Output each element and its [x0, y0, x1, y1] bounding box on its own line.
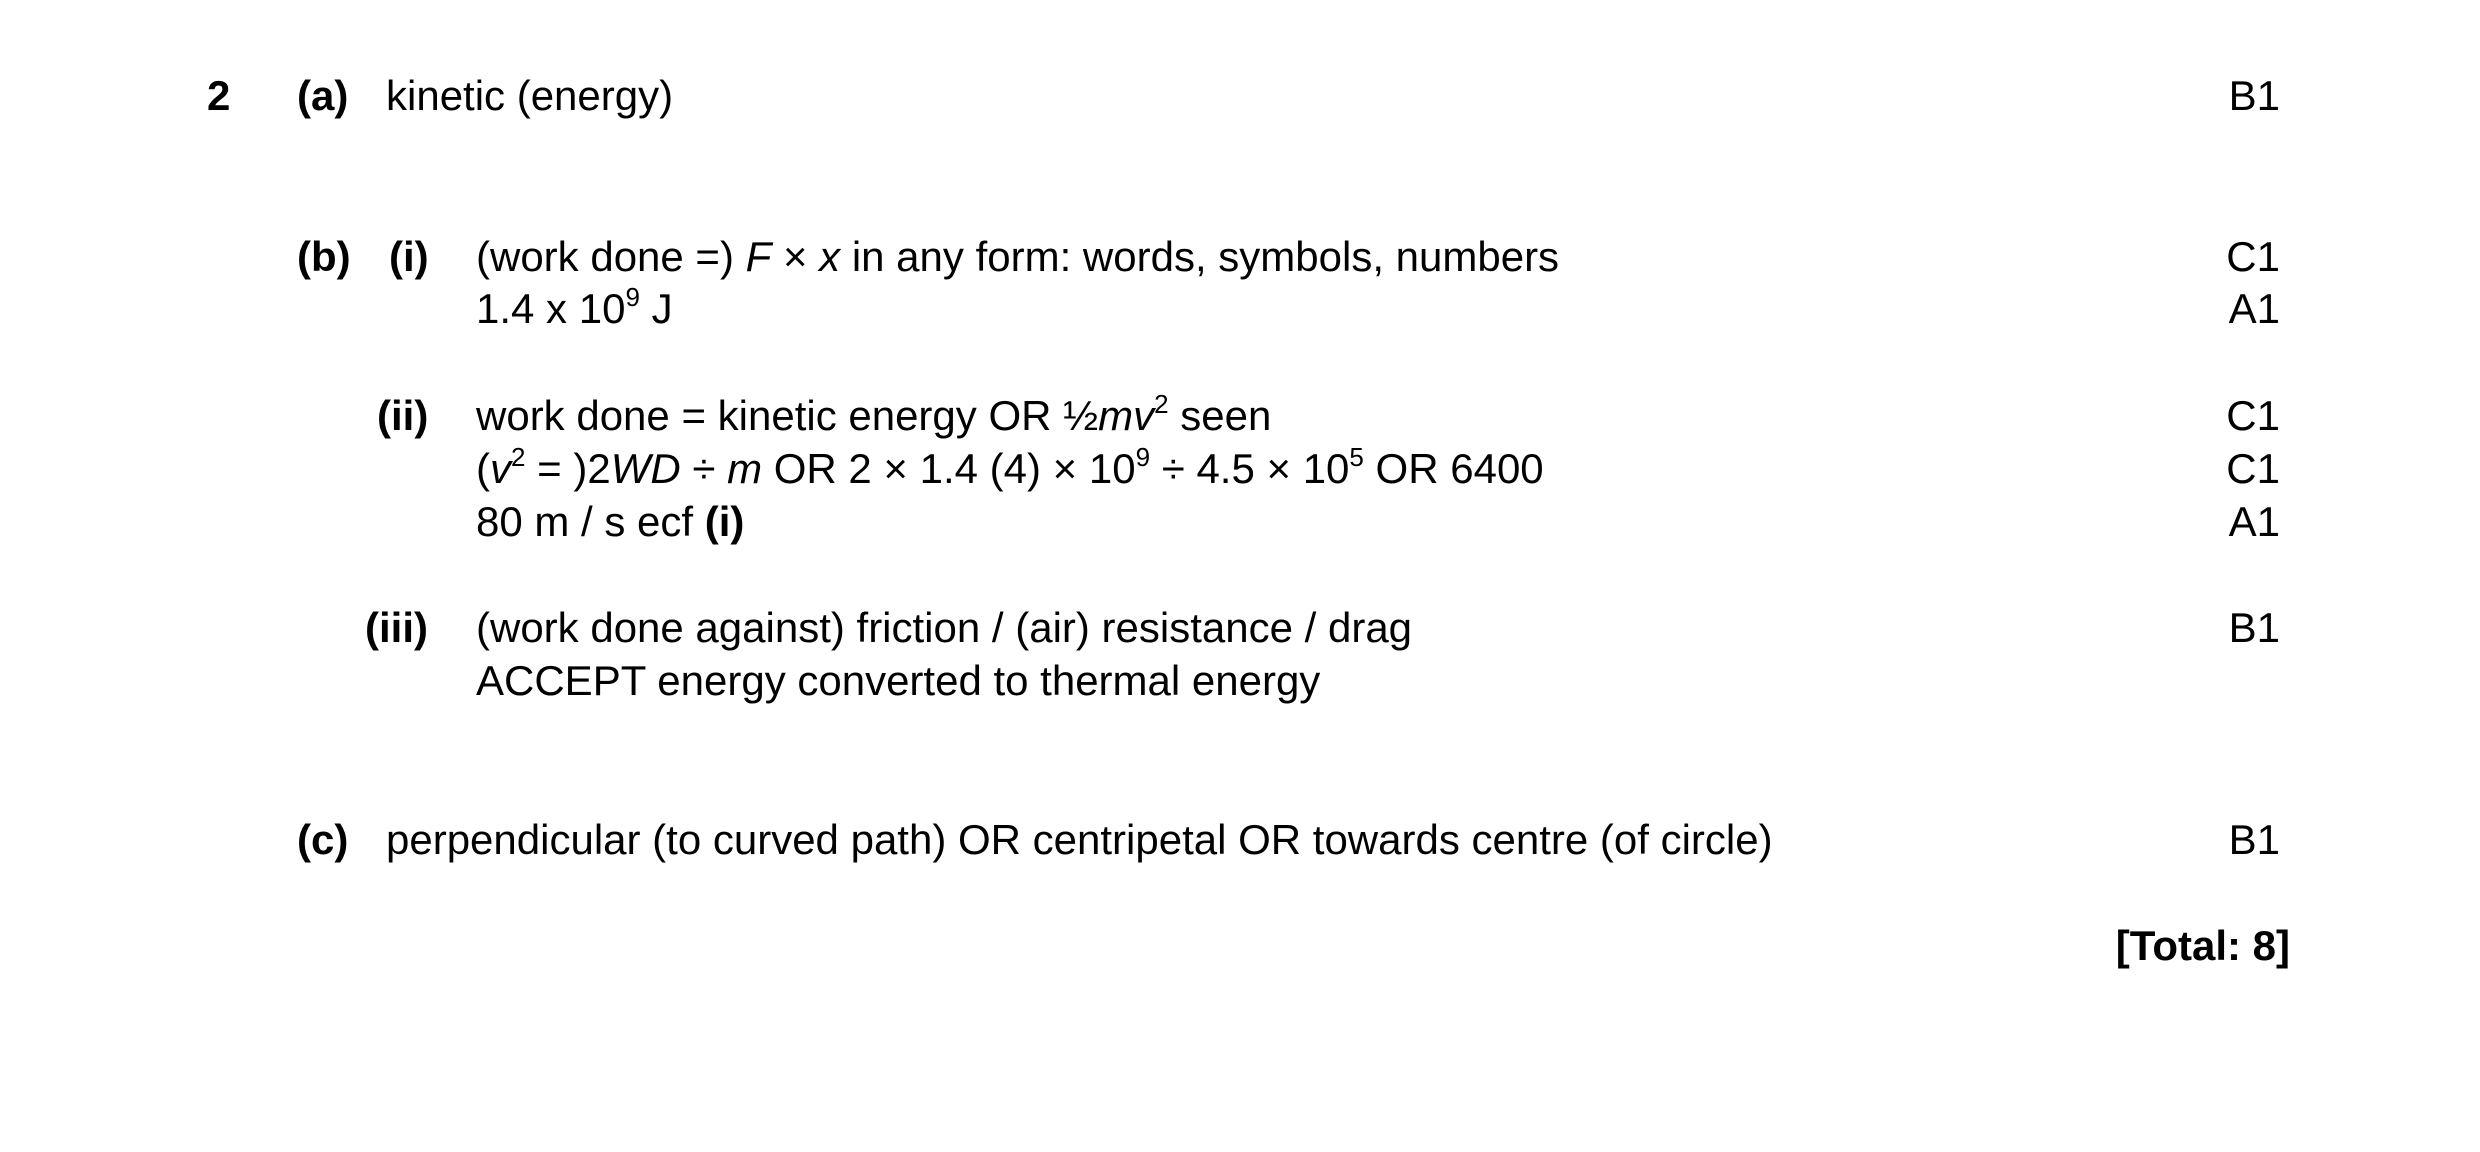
b-ii-velocity-symbol: v: [1133, 392, 1155, 439]
part-c-mark: B1: [2228, 816, 2280, 863]
b-ii-mass-symbol: m: [1098, 392, 1134, 439]
part-a-mark: B1: [2228, 72, 2280, 119]
b-ii-line2-or1: OR 2 × 1.4 (4) × 10: [762, 445, 1136, 492]
b-i-line2-base: 1.4 x 10: [476, 285, 626, 332]
part-a-answer: kinetic (energy): [386, 72, 674, 119]
part-b-i-line1-mark: C1: [2226, 233, 2280, 280]
b-ii-line3-ref: (i): [704, 498, 745, 545]
part-b-i-label: (i): [389, 233, 429, 280]
b-i-line1-pre: (work done =): [476, 233, 746, 280]
part-a-label: (a): [297, 72, 349, 119]
question-number: 2: [207, 72, 231, 119]
b-i-force-symbol: F: [745, 233, 772, 280]
part-b-ii-line2-mark: C1: [2226, 445, 2280, 492]
b-i-distance-symbol: x: [819, 233, 841, 280]
part-b-i-line2-mark: A1: [2228, 285, 2280, 332]
part-b-iii-line1: (work done against) friction / (air) resistance / drag: [476, 604, 1413, 651]
part-b-i-line1: [476, 233, 1560, 280]
part-b-iii-line2: ACCEPT energy converted to thermal energy: [476, 657, 1321, 704]
part-b-i-line2: [476, 282, 673, 332]
b-i-times: ×: [771, 233, 820, 280]
b-i-line1-post: in any form: words, symbols, numbers: [840, 233, 1560, 280]
b-ii-line2-wd: WD: [610, 445, 681, 492]
b-ii-line2-exp5: 5: [1349, 442, 1364, 472]
b-ii-line2-div: ÷: [680, 445, 728, 492]
part-b-ii-line3: [476, 498, 745, 545]
part-b-ii-line1: [476, 389, 1272, 439]
part-c-label: (c): [297, 816, 349, 863]
b-ii-line2-vexp: 2: [511, 442, 526, 472]
b-ii-line2-mid: ÷ 4.5 × 10: [1150, 445, 1350, 492]
part-c-answer: perpendicular (to curved path) OR centripetal OR towards centre (of circle): [386, 816, 1773, 863]
b-ii-line2-v: v: [490, 445, 511, 492]
part-b-iii-label: (iii): [365, 604, 428, 651]
b-ii-line2-open: (: [476, 445, 490, 492]
b-ii-line2-exp9: 9: [1135, 442, 1151, 472]
b-ii-line2-m: m: [727, 445, 763, 492]
total-marks: [Total: 8]: [2115, 922, 2290, 969]
part-b-ii-label: (ii): [377, 392, 429, 439]
b-ii-line1-post: seen: [1168, 392, 1272, 439]
b-ii-line3-text: 80 m / s ecf: [476, 498, 705, 545]
b-ii-line1-exp: 2: [1154, 389, 1169, 419]
b-i-line2-exp: 9: [625, 282, 640, 312]
b-ii-line2-or2: OR 6400: [1363, 445, 1544, 492]
part-b-label: (b): [297, 233, 351, 280]
b-i-line2-unit: J: [639, 285, 673, 332]
part-b-ii-line2: [476, 442, 1544, 492]
part-b-ii-line3-mark: A1: [2228, 498, 2280, 545]
part-b-iii-line1-mark: B1: [2228, 604, 2280, 651]
part-b-ii-line1-mark: C1: [2226, 392, 2280, 439]
b-ii-line1-pre: work done = kinetic energy OR ½: [476, 392, 1099, 439]
b-ii-line2-eq: = )2: [525, 445, 611, 492]
